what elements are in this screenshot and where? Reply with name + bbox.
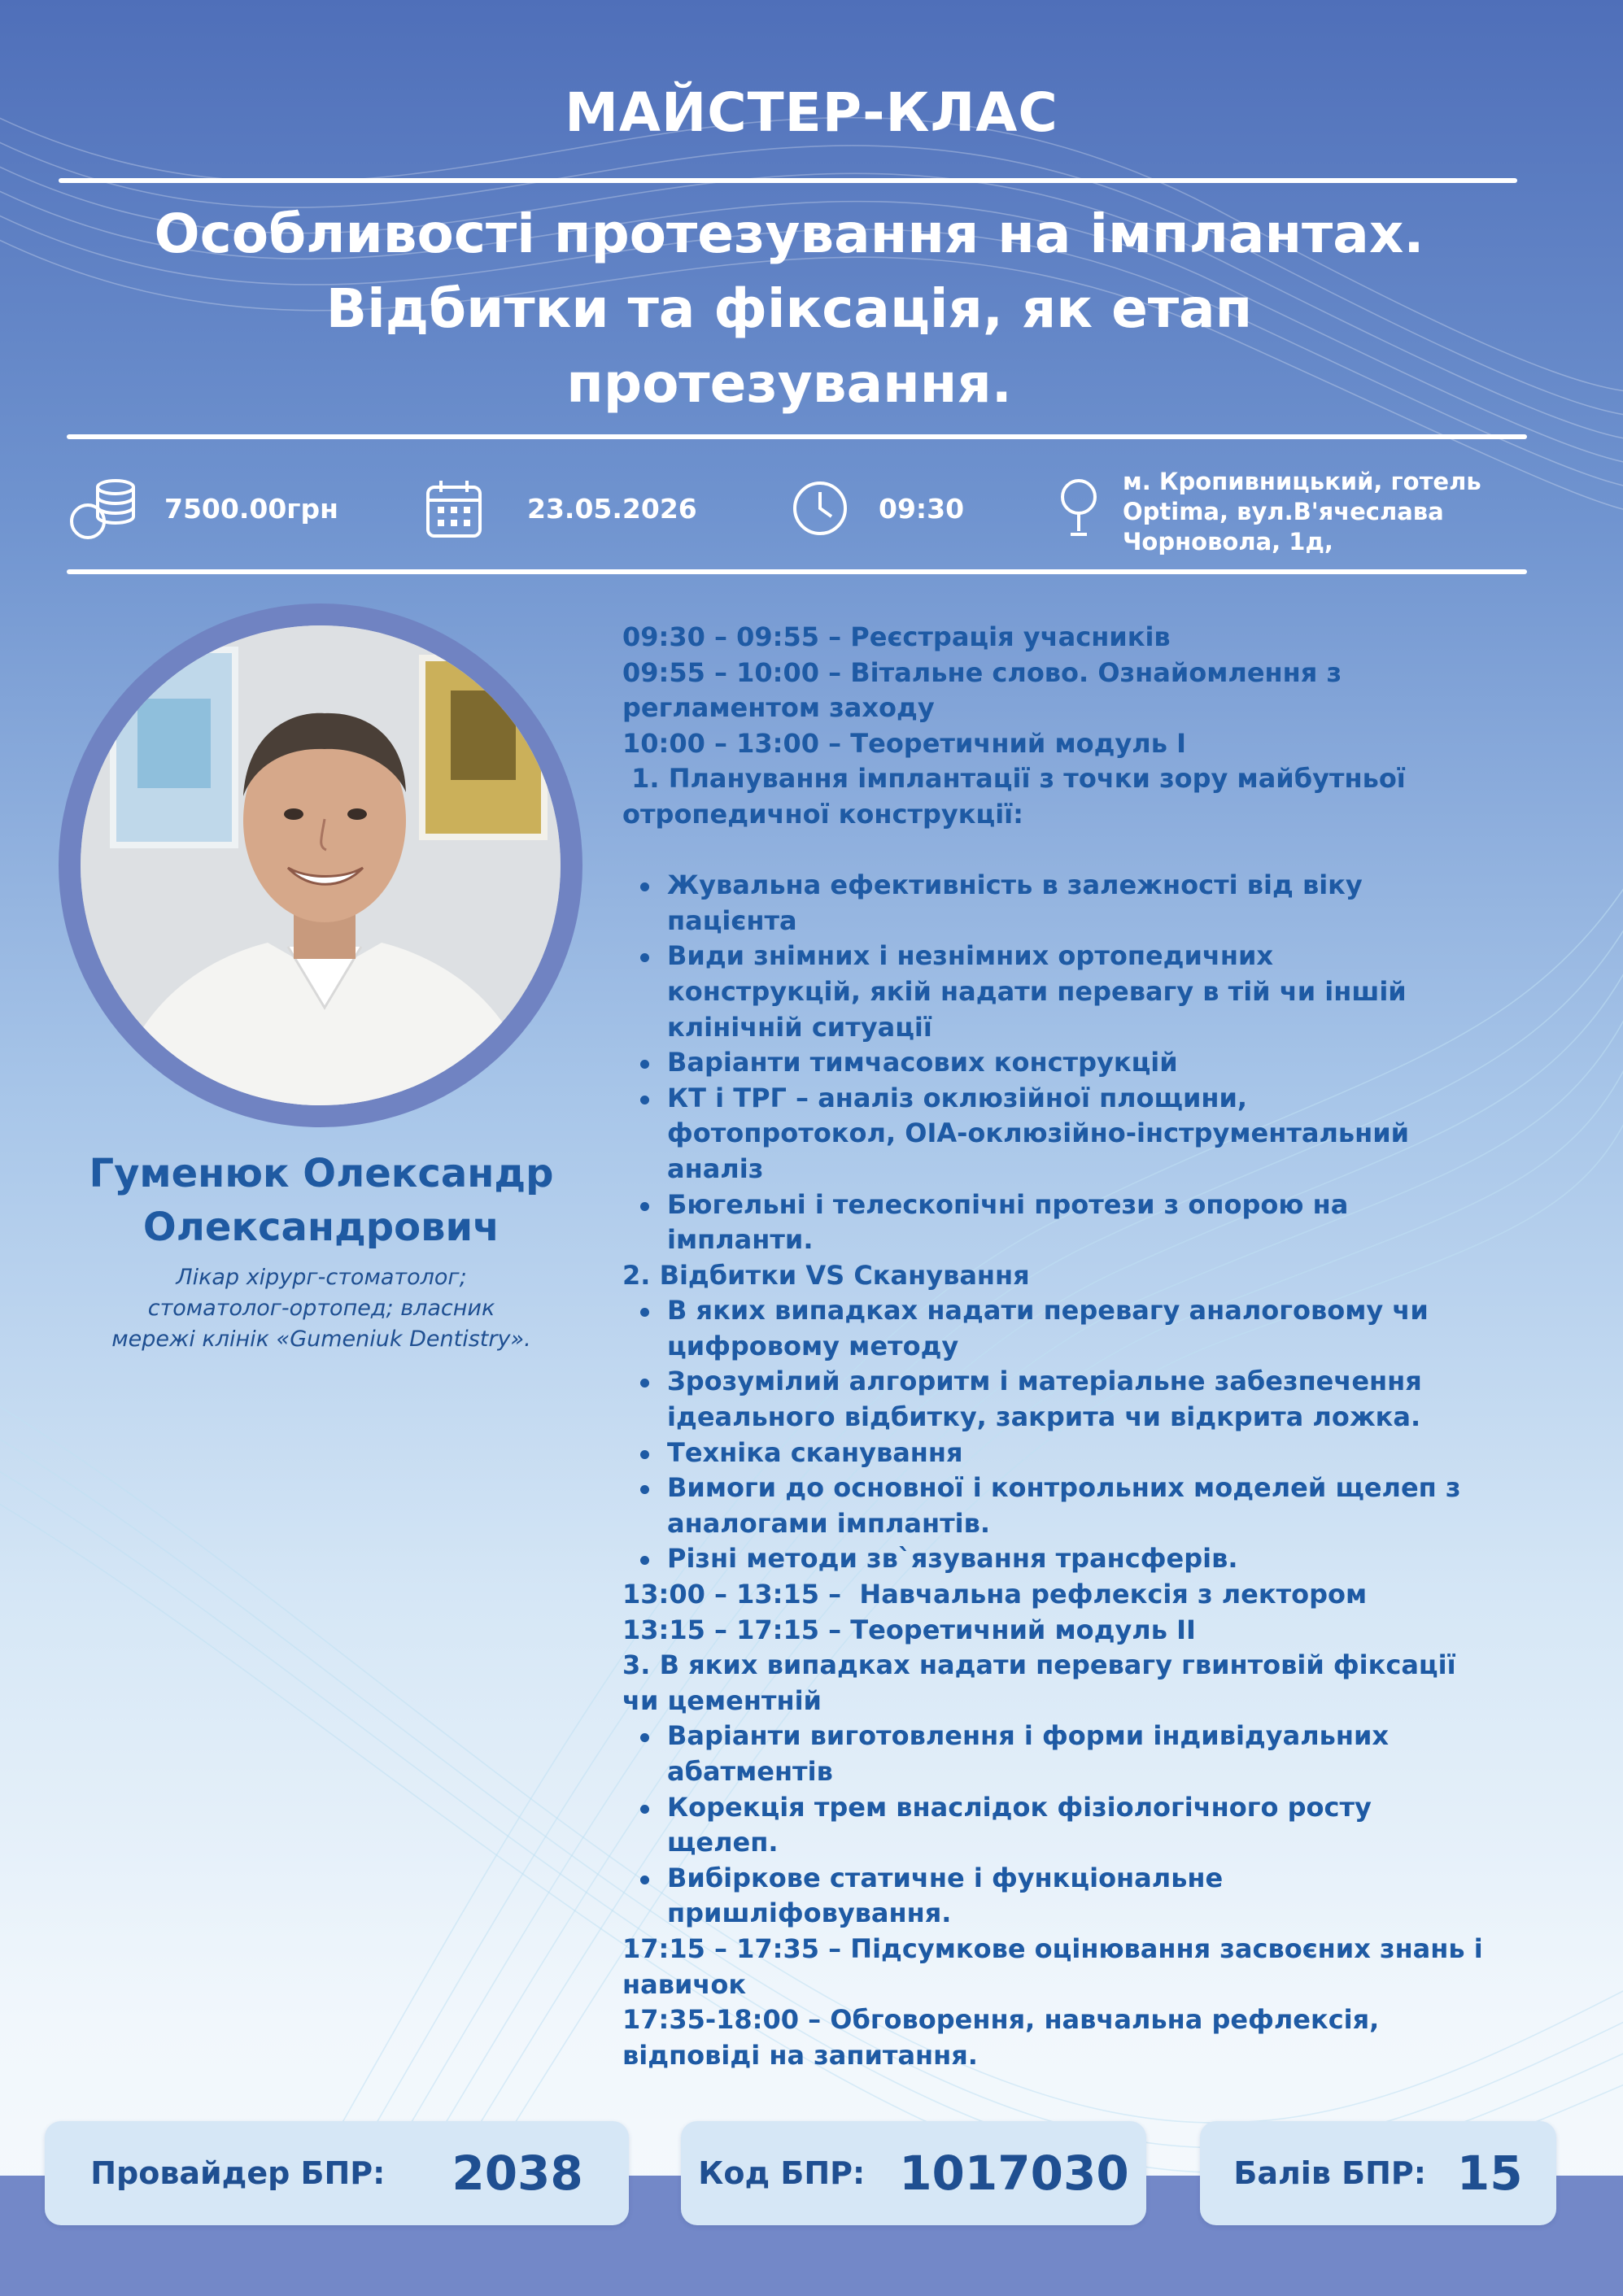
bullet-text: Корекція трем внаслідок фізіологічного росту	[667, 1791, 1372, 1823]
program-line: 13:00 – 13:15 – Навчальна рефлексія з лектором	[622, 1579, 1368, 1610]
bullet-dot	[640, 1485, 649, 1494]
program-line: 13:15 – 17:15 – Теоретичний модуль II	[622, 1614, 1196, 1645]
bullet-item	[622, 1364, 1558, 1400]
time-value: 09:30	[879, 492, 965, 525]
bullet-continuation: пацієнта	[667, 904, 797, 936]
program-schedule	[622, 620, 1558, 2073]
bullet-continuation: пришліфовування.	[667, 1897, 952, 1929]
program-line: відповіді на запитання.	[622, 2039, 978, 2071]
program-line: чи цементній	[622, 1684, 822, 1716]
program-line: 10:00 – 13:00 – Теоретичний модуль I	[622, 727, 1186, 759]
clock-icon	[783, 471, 857, 546]
speaker-name-line: Олександрович	[142, 1205, 500, 1250]
bullet-dot	[640, 1805, 649, 1814]
program-blank-line	[622, 833, 1558, 869]
bullet-item	[622, 1045, 1558, 1081]
bullet-dot	[640, 1060, 649, 1069]
speaker-role-line: мережі клінік «Gumeniuk Dentistry».	[111, 1327, 531, 1352]
bullet-text: Техніка сканування	[667, 1436, 963, 1468]
bullet-item	[622, 1861, 1558, 1897]
event-info-row	[65, 455, 1546, 561]
speaker-name	[33, 1147, 610, 1254]
program-line: 1. Планування імплантації з точки зору майбутньої	[622, 763, 1406, 795]
program-line: регламентом заходу	[622, 692, 935, 724]
bullet-item	[622, 1293, 1558, 1329]
bullet-item	[622, 1541, 1558, 1577]
event-title-line: Особливості протезування на імплантах.	[154, 203, 1424, 265]
program-line: 09:55 – 10:00 – Вітальне слово. Ознайомлення з	[622, 656, 1342, 688]
address-line: Optima, вул.В'ячеслава	[1123, 498, 1444, 525]
bpr-code-label: Код БПР:	[698, 2155, 866, 2191]
event-type-heading: МАЙСТЕР-КЛАС	[565, 81, 1058, 144]
header-divider	[59, 178, 1517, 183]
speaker-photo	[81, 625, 561, 1105]
bullet-text: Бюгельні і телескопічні протези з опорою на	[667, 1188, 1349, 1220]
bullet-item	[622, 1081, 1558, 1117]
speaker-photo-frame	[59, 603, 582, 1127]
bullet-continuation: імпланти.	[667, 1224, 814, 1256]
event-title-line: протезування.	[566, 352, 1012, 415]
program-line: 17:35-18:00 – Обговорення, навчальна рефлексія,	[622, 2004, 1380, 2036]
bullet-continuation: щелеп.	[667, 1827, 779, 1858]
calendar-icon	[417, 471, 491, 546]
program-section-heading: 2. Відбитки VS Сканування	[622, 1259, 1030, 1291]
address-line: Чорновола, 1д,	[1123, 528, 1333, 555]
bullet-dot	[640, 1379, 649, 1388]
bpr-provider-card	[45, 2121, 629, 2225]
program-line: 09:30 – 09:55 – Реєстрація учасників	[622, 621, 1171, 652]
program-line: 17:15 – 17:35 – Підсумкове оцінювання засвоєних знань і	[622, 1932, 1483, 1964]
bullet-continuation: абатментів	[667, 1756, 833, 1787]
bullet-list-1	[622, 868, 1558, 1258]
info-divider	[67, 569, 1527, 574]
bullet-text: Вибіркове статичне і функціональне	[667, 1862, 1224, 1893]
address-line: м. Кропивницький, готель	[1123, 468, 1481, 495]
bullet-continuation: ідеального відбитку, закрита чи відкрита ложка.	[667, 1401, 1421, 1433]
speaker-role	[49, 1262, 594, 1355]
bullet-item	[622, 1719, 1558, 1754]
date-value: 23.05.2026	[527, 492, 697, 525]
bullet-dot	[640, 1733, 649, 1742]
program-line: навичок	[622, 1968, 747, 2000]
location-info	[1041, 455, 1116, 561]
bullet-item	[622, 868, 1558, 904]
bullet-text: Види знімних і незнімних ортопедичних	[667, 940, 1274, 972]
bullet-dot	[640, 953, 649, 962]
bpr-points-label: Балів БПР:	[1233, 2155, 1426, 2191]
bpr-provider-value: 2038	[452, 2146, 583, 2201]
title-divider	[67, 434, 1527, 439]
bullet-continuation: клінічній ситуації	[667, 1011, 932, 1043]
bullet-dot	[640, 1308, 649, 1317]
price-info	[65, 455, 338, 561]
price-value: 7500.00грн	[164, 492, 338, 525]
event-title-line: Відбитки та фіксація, як етап	[325, 277, 1253, 340]
location-pin-icon	[1041, 471, 1116, 546]
speaker-role-line: стоматолог-ортопед; власник	[147, 1296, 495, 1321]
bullet-list-3	[622, 1719, 1558, 1932]
bpr-provider-label: Провайдер БПР:	[90, 2155, 386, 2191]
time-info	[783, 455, 964, 561]
event-title	[49, 197, 1529, 421]
bullet-list-2	[622, 1293, 1558, 1577]
bullet-text: Варіанти тимчасових конструкцій	[667, 1047, 1178, 1078]
coins-icon	[65, 471, 140, 546]
bullet-item	[622, 1187, 1558, 1223]
bpr-code-card	[681, 2121, 1146, 2225]
bullet-dot	[640, 1450, 649, 1459]
bullet-continuation: конструкцій, якій надати перевагу в тій чи іншій	[667, 975, 1407, 1007]
bullet-item	[622, 1436, 1558, 1471]
bullet-dot	[640, 1876, 649, 1884]
bullet-continuation: аналіз	[667, 1152, 764, 1184]
bullet-continuation: цифровому методу	[667, 1330, 959, 1361]
bpr-code-value: 1017030	[899, 2146, 1129, 2201]
program-line: 3. В яких випадках надати перевагу гвинтовій фіксації	[622, 1649, 1456, 1681]
speaker-role-line: Лікар хірург-стоматолог;	[176, 1265, 467, 1290]
bullet-item	[622, 1470, 1558, 1506]
bullet-text: В яких випадках надати перевагу аналоговому чи	[667, 1295, 1429, 1327]
bullet-text: Вимоги до основної і контрольних моделей щелеп з	[667, 1472, 1461, 1504]
bullet-text: Різні методи зв`язування трансферів.	[667, 1543, 1238, 1575]
bpr-points-card	[1200, 2121, 1556, 2225]
bullet-dot	[640, 1556, 649, 1565]
bullet-item	[622, 1790, 1558, 1826]
bullet-item	[622, 939, 1558, 974]
bullet-continuation: фотопротокол, ОІА-оклюзійно-інструментальний	[667, 1118, 1410, 1149]
bpr-points-value: 15	[1456, 2146, 1523, 2201]
program-line: отропедичної конструкції:	[622, 798, 1023, 830]
bullet-text: КТ і ТРГ – аналіз оклюзійної площини,	[667, 1082, 1248, 1113]
bullet-continuation: аналогами імплантів.	[667, 1507, 991, 1539]
bullet-dot	[640, 1202, 649, 1211]
date-info	[417, 455, 697, 561]
bullet-dot	[640, 1096, 649, 1104]
bullet-text: Зрозумілий алгоритм і матеріальне забезпечення	[667, 1366, 1422, 1397]
bullet-text: Варіанти виготовлення і форми індивідуальних	[667, 1720, 1390, 1752]
address	[1123, 467, 1481, 557]
bullet-dot	[640, 882, 649, 891]
speaker-name-line: Гуменюк Олександр	[89, 1151, 554, 1196]
bullet-text: Жувальна ефективність в залежності від віку	[667, 869, 1363, 901]
